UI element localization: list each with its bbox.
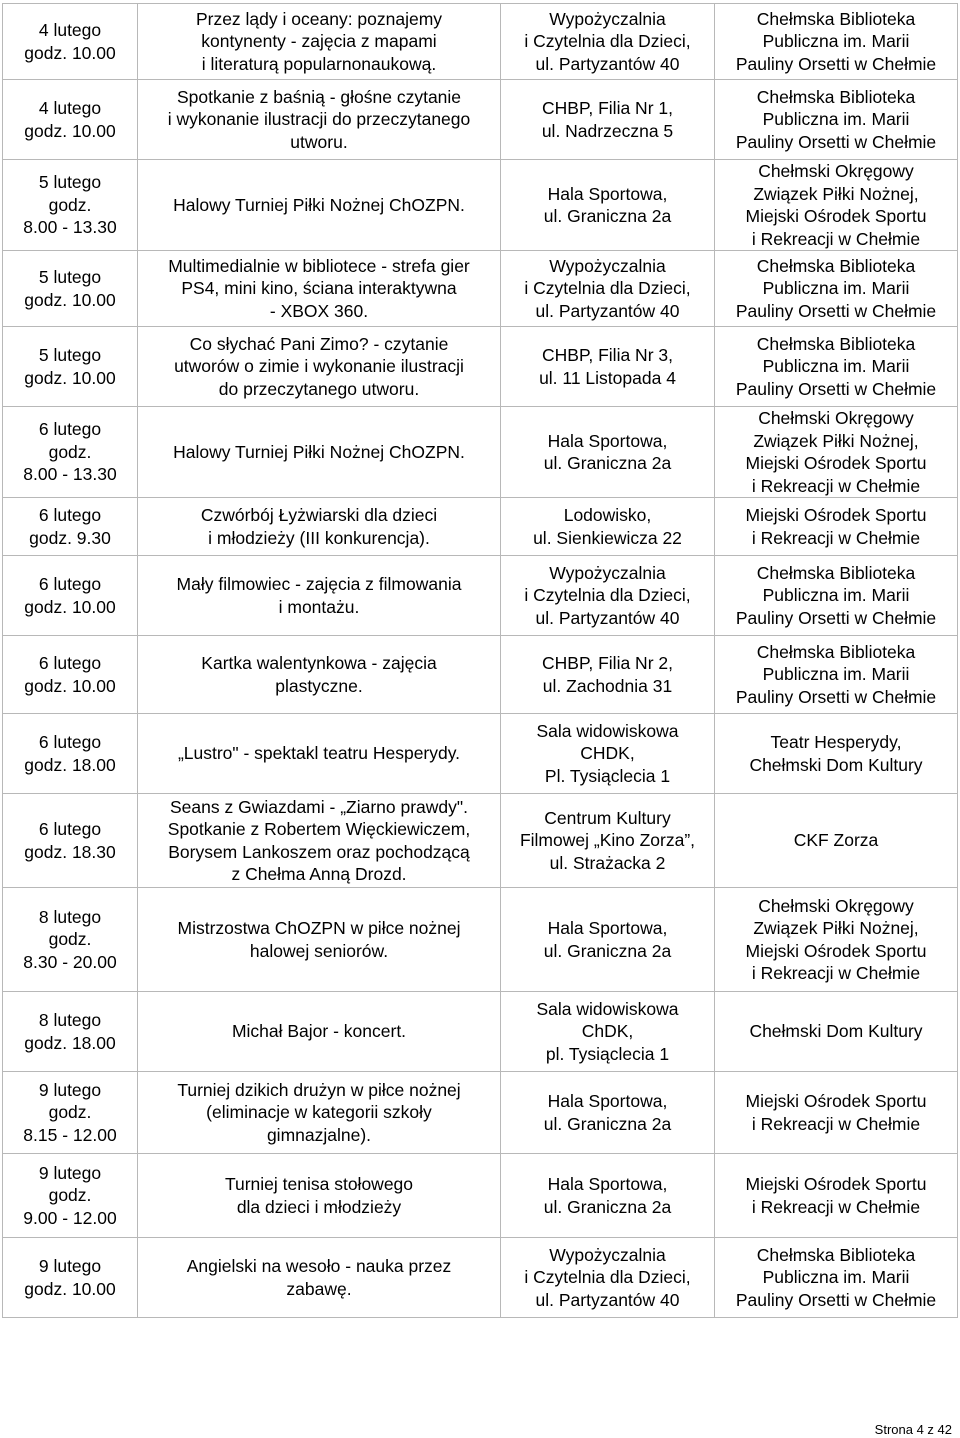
event-title: Angielski na wesoło - nauka przez zabawę. (138, 1238, 501, 1318)
event-venue: CHBP, Filia Nr 1, ul. Nadrzeczna 5 (501, 80, 715, 160)
event-venue: Wypożyczalnia i Czytelnia dla Dzieci, ul. Partyzantów 40 (501, 1238, 715, 1318)
event-venue: CHBP, Filia Nr 2, ul. Zachodnia 31 (501, 636, 715, 714)
event-date: 6 lutego godz. 8.00 - 13.30 (3, 407, 138, 498)
event-organizer: Chełmska Biblioteka Publiczna im. Marii Pauliny Orsetti w Chełmie (715, 327, 958, 407)
event-venue: Sala widowiskowa ChDK, pl. Tysiąclecia 1 (501, 992, 715, 1072)
event-organizer: CKF Zorza (715, 794, 958, 888)
event-organizer: Chełmska Biblioteka Publiczna im. Marii Pauliny Orsetti w Chełmie (715, 4, 958, 80)
table-row (3, 794, 958, 888)
event-date: 9 lutego godz. 10.00 (3, 1238, 138, 1318)
event-organizer: Chełmska Biblioteka Publiczna im. Marii Pauliny Orsetti w Chełmie (715, 636, 958, 714)
event-organizer: Chełmski Okręgowy Związek Piłki Nożnej, Miejski Ośrodek Sportu i Rekreacji w Chełmie (715, 160, 958, 251)
event-date: 8 lutego godz. 8.30 - 20.00 (3, 888, 138, 992)
event-venue: Hala Sportowa, ul. Graniczna 2a (501, 888, 715, 992)
event-title: Czwórbój Łyżwiarski dla dzieci i młodzieży (III konkurencja). (138, 498, 501, 556)
event-venue: Lodowisko, ul. Sienkiewicza 22 (501, 498, 715, 556)
event-organizer: Chełmski Okręgowy Związek Piłki Nożnej, Miejski Ośrodek Sportu i Rekreacji w Chełmie (715, 888, 958, 992)
event-venue: Centrum Kultury Filmowej „Kino Zorza”, ul. Strażacka 2 (501, 794, 715, 888)
event-venue: Wypożyczalnia i Czytelnia dla Dzieci, ul. Partyzantów 40 (501, 556, 715, 636)
table-row (3, 636, 958, 714)
event-venue: Hala Sportowa, ul. Graniczna 2a (501, 160, 715, 251)
event-title: „Lustro" - spektakl teatru Hesperydy. (138, 714, 501, 794)
event-date: 9 lutego godz. 8.15 - 12.00 (3, 1072, 138, 1154)
table-row (3, 498, 958, 556)
event-organizer: Miejski Ośrodek Sportu i Rekreacji w Chełmie (715, 1072, 958, 1154)
event-venue: Wypożyczalnia i Czytelnia dla Dzieci, ul. Partyzantów 40 (501, 251, 715, 327)
event-title: Spotkanie z baśnią - głośne czytanie i wykonanie ilustracji do przeczytanego utworu. (138, 80, 501, 160)
event-title: Mały filmowiec - zajęcia z filmowania i montażu. (138, 556, 501, 636)
event-date: 6 lutego godz. 18.00 (3, 714, 138, 794)
event-organizer: Chełmska Biblioteka Publiczna im. Marii Pauliny Orsetti w Chełmie (715, 1238, 958, 1318)
event-venue: Sala widowiskowa CHDK, Pl. Tysiąclecia 1 (501, 714, 715, 794)
events-table (2, 3, 958, 1318)
event-venue: Hala Sportowa, ul. Graniczna 2a (501, 407, 715, 498)
event-title: Halowy Turniej Piłki Nożnej ChOZPN. (138, 407, 501, 498)
event-date: 5 lutego godz. 10.00 (3, 327, 138, 407)
event-organizer: Teatr Hesperydy, Chełmski Dom Kultury (715, 714, 958, 794)
table-row (3, 556, 958, 636)
event-date: 6 lutego godz. 9.30 (3, 498, 138, 556)
table-row (3, 4, 958, 80)
event-organizer: Chełmski Okręgowy Związek Piłki Nożnej, Miejski Ośrodek Sportu i Rekreacji w Chełmie (715, 407, 958, 498)
event-organizer: Chełmska Biblioteka Publiczna im. Marii Pauliny Orsetti w Chełmie (715, 80, 958, 160)
event-date: 6 lutego godz. 10.00 (3, 636, 138, 714)
event-organizer: Miejski Ośrodek Sportu i Rekreacji w Chełmie (715, 498, 958, 556)
table-row (3, 992, 958, 1072)
event-title: Multimedialnie w bibliotece - strefa gier PS4, mini kino, ściana interaktywna - XBOX 360. (138, 251, 501, 327)
event-title: Seans z Gwiazdami - „Ziarno prawdy". Spotkanie z Robertem Więckiewiczem, Borysem Lankoszem oraz pochodzącą z Chełma Anną Drozd. (138, 794, 501, 888)
table-row (3, 80, 958, 160)
event-title: Halowy Turniej Piłki Nożnej ChOZPN. (138, 160, 501, 251)
table-row (3, 714, 958, 794)
event-title: Kartka walentynkowa - zajęcia plastyczne. (138, 636, 501, 714)
event-title: Turniej tenisa stołowego dla dzieci i młodzieży (138, 1154, 501, 1238)
events-table-body (3, 4, 958, 1318)
event-organizer: Chełmska Biblioteka Publiczna im. Marii Pauliny Orsetti w Chełmie (715, 251, 958, 327)
table-row (3, 407, 958, 498)
page-number: Strona 4 z 42 (874, 1422, 952, 1437)
event-title: Michał Bajor - koncert. (138, 992, 501, 1072)
event-date: 9 lutego godz. 9.00 - 12.00 (3, 1154, 138, 1238)
table-row (3, 888, 958, 992)
event-date: 4 lutego godz. 10.00 (3, 4, 138, 80)
event-date: 4 lutego godz. 10.00 (3, 80, 138, 160)
table-row (3, 327, 958, 407)
table-row (3, 1154, 958, 1238)
event-venue: Hala Sportowa, ul. Graniczna 2a (501, 1072, 715, 1154)
event-organizer: Miejski Ośrodek Sportu i Rekreacji w Chełmie (715, 1154, 958, 1238)
event-date: 5 lutego godz. 8.00 - 13.30 (3, 160, 138, 251)
event-title: Mistrzostwa ChOZPN w piłce nożnej halowej seniorów. (138, 888, 501, 992)
table-row (3, 251, 958, 327)
event-venue: CHBP, Filia Nr 3, ul. 11 Listopada 4 (501, 327, 715, 407)
table-row (3, 160, 958, 251)
event-date: 6 lutego godz. 18.30 (3, 794, 138, 888)
event-date: 5 lutego godz. 10.00 (3, 251, 138, 327)
event-organizer: Chełmska Biblioteka Publiczna im. Marii Pauliny Orsetti w Chełmie (715, 556, 958, 636)
table-row (3, 1072, 958, 1154)
event-date: 6 lutego godz. 10.00 (3, 556, 138, 636)
event-title: Co słychać Pani Zimo? - czytanie utworów o zimie i wykonanie ilustracji do przeczytanego utworu. (138, 327, 501, 407)
event-date: 8 lutego godz. 18.00 (3, 992, 138, 1072)
event-title: Turniej dzikich drużyn w piłce nożnej (eliminacje w kategorii szkoły gimnazjalne). (138, 1072, 501, 1154)
event-title: Przez lądy i oceany: poznajemy kontynenty - zajęcia z mapami i literaturą popularnonaukową. (138, 4, 501, 80)
event-venue: Wypożyczalnia i Czytelnia dla Dzieci, ul. Partyzantów 40 (501, 4, 715, 80)
event-organizer: Chełmski Dom Kultury (715, 992, 958, 1072)
event-venue: Hala Sportowa, ul. Graniczna 2a (501, 1154, 715, 1238)
table-row (3, 1238, 958, 1318)
